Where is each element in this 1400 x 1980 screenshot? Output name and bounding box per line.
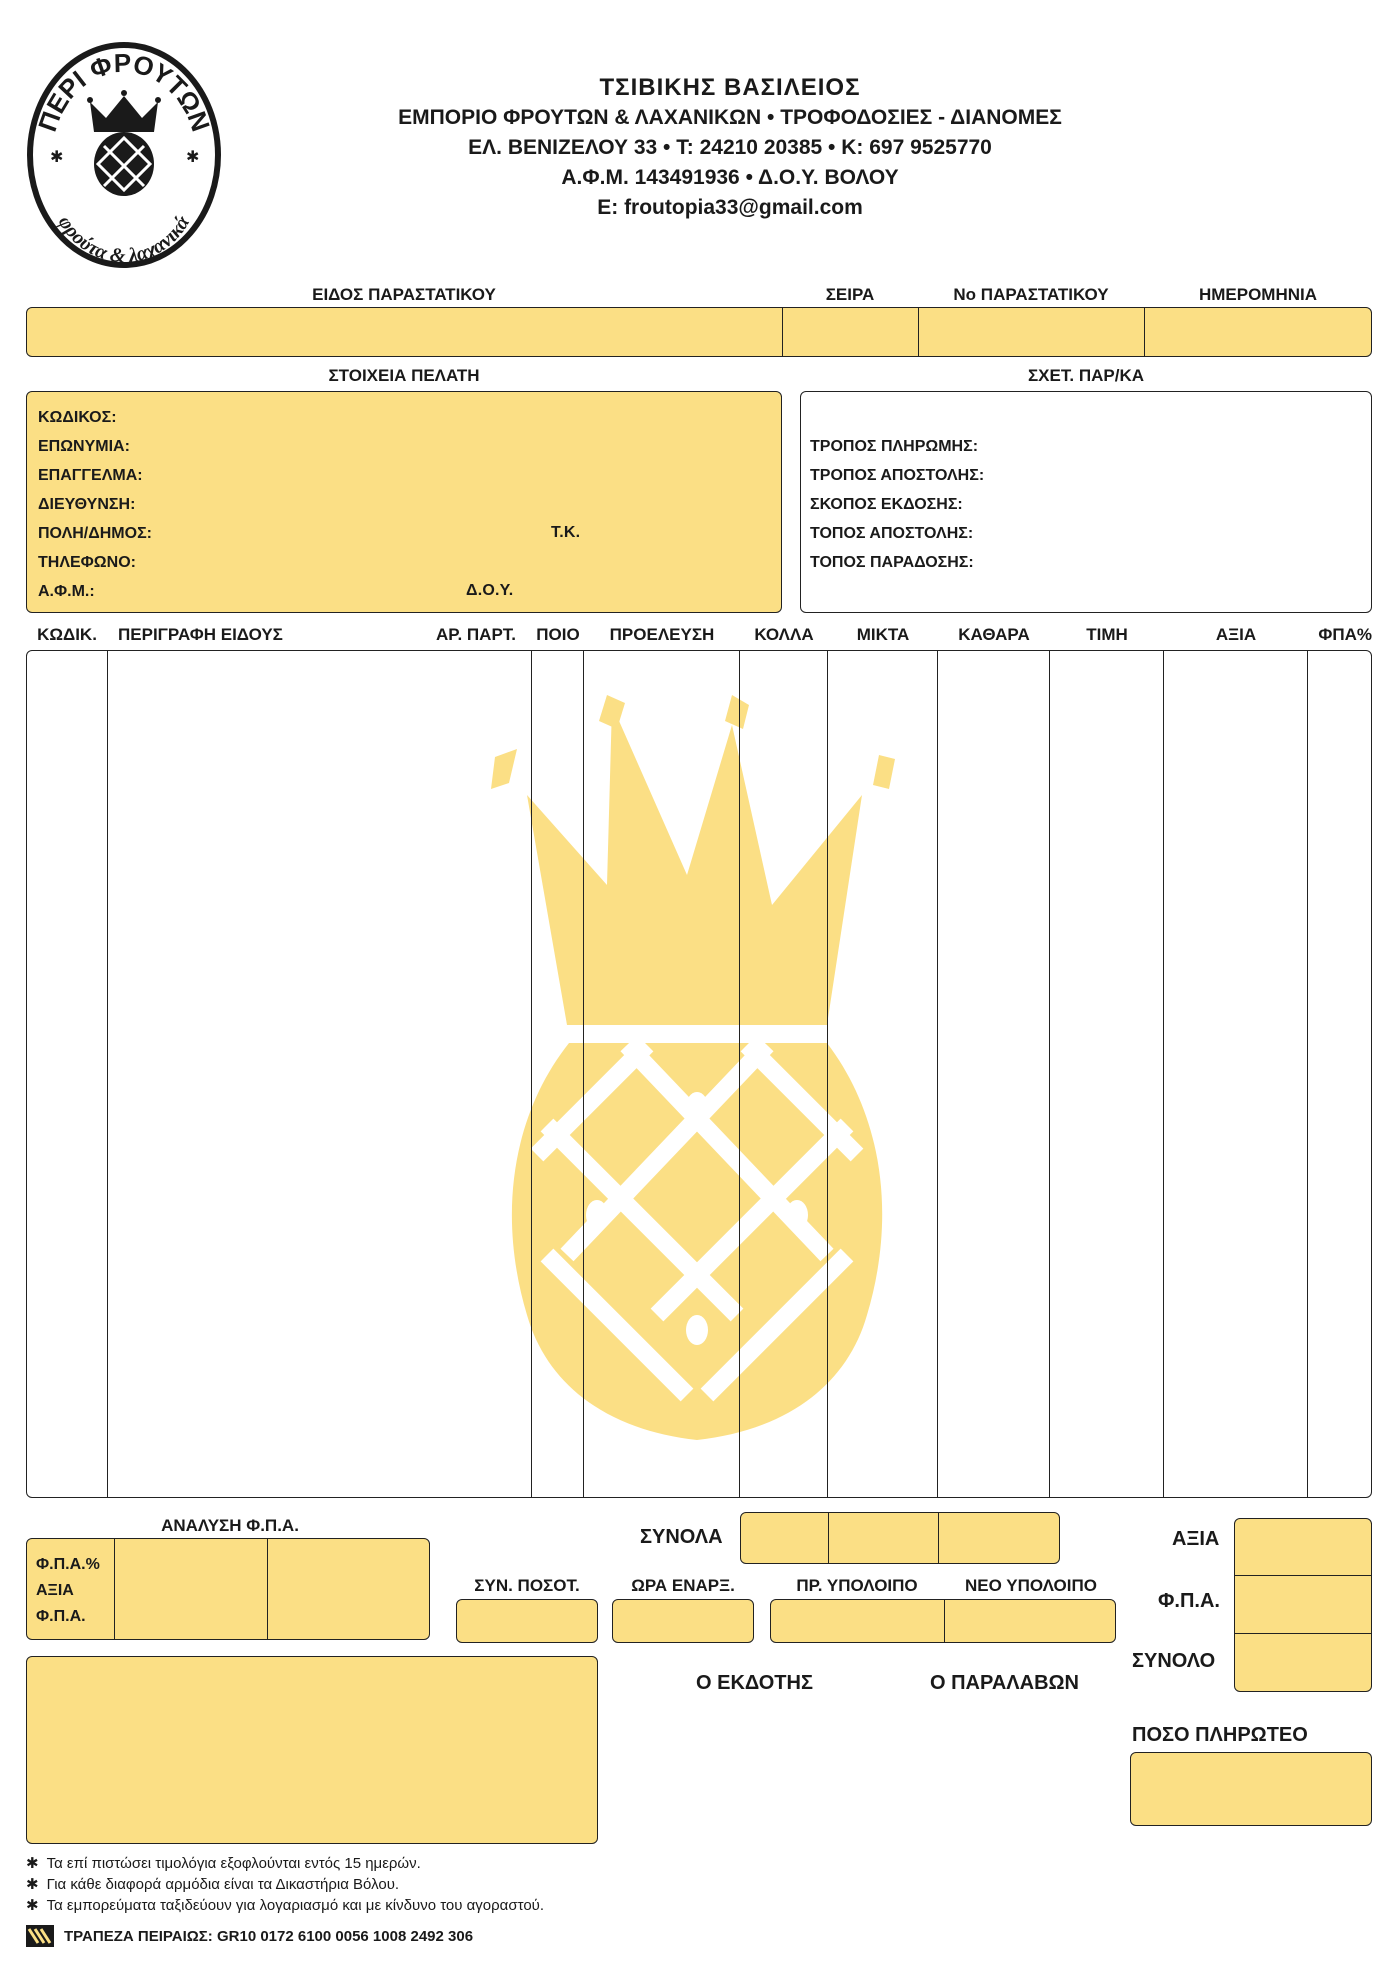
customer-title: ΣΤΟΙΧΕΙΑ ΠΕΛΑΤΗ bbox=[328, 366, 480, 385]
col-net: ΚΑΘΑΡΑ bbox=[958, 625, 1030, 644]
customer-tax-office-label: Δ.Ο.Υ. bbox=[466, 582, 514, 599]
shipping-method-label: ΤΡΟΠΟΣ ΑΠΟΣΤΟΛΗΣ: bbox=[810, 467, 985, 484]
related-title: ΣΧΕΤ. ΠΑΡ/ΚΑ bbox=[1027, 366, 1144, 385]
totals-box[interactable] bbox=[740, 1512, 1060, 1564]
customer-profession-label: ΕΠΑΓΓΕΛΜΑ: bbox=[38, 467, 143, 484]
vat-amount-label: Φ.Π.Α. bbox=[36, 1608, 86, 1625]
payable-field[interactable] bbox=[1130, 1752, 1372, 1826]
svg-text:✱: ✱ bbox=[186, 149, 200, 166]
grand-total-label: ΣΥΝΟΛΟ bbox=[1132, 1650, 1216, 1672]
customer-address-label: ΔΙΕΥΘΥΝΣΗ: bbox=[38, 496, 136, 513]
company-address: ΕΛ. ΒΕΝΙΖΕΛΟΥ 33 • Τ: 24210 20385 • Κ: 697 9525770 bbox=[468, 136, 992, 159]
col-description: ΠΕΡΙΓΡΑΦΗ ΕΙΔΟΥΣ bbox=[118, 625, 283, 644]
company-tax: Α.Φ.Μ. 143491936 • Δ.Ο.Υ. ΒΟΛΟΥ bbox=[561, 166, 899, 189]
col-value: ΑΞΙΑ bbox=[1215, 625, 1257, 644]
note-item: ✱ Τα εμπορεύματα ταξιδεύουν για λογαριασμό και με κίνδυνο του αγοραστού. bbox=[26, 1897, 545, 1914]
note-item: ✱ Τα επί πιστώσει τιμολόγια εξοφλούνται εντός 15 ημερών. bbox=[26, 1855, 421, 1872]
start-time-field[interactable] bbox=[612, 1599, 754, 1643]
vat-value-label: ΑΞΙΑ bbox=[36, 1582, 74, 1599]
customer-code-label: ΚΩΔΙΚΟΣ: bbox=[38, 409, 117, 426]
col-vat-rate: ΦΠΑ% bbox=[1318, 625, 1372, 644]
related-fields bbox=[810, 432, 984, 577]
customer-fields bbox=[38, 403, 152, 606]
crowned-pineapple-icon bbox=[24, 40, 224, 270]
customer-vat-label: Α.Φ.Μ.: bbox=[38, 583, 95, 600]
customer-name-label: ΕΠΩΝΥΜΙΑ: bbox=[38, 438, 130, 455]
payable-label: ΠΟΣΟ ΠΛΗΡΩΤΕΟ bbox=[1132, 1724, 1308, 1746]
value-total-label: ΑΞΙΑ bbox=[1172, 1528, 1220, 1550]
notes-list bbox=[26, 1853, 544, 1916]
svg-text:φρούτα & λαχανικά: φρούτα & λαχανικά bbox=[53, 212, 195, 268]
col-boxes: ΚΟΛΛΑ bbox=[754, 625, 814, 644]
total-qty-label: ΣΥΝ. ΠΟΣΟΤ. bbox=[474, 1576, 580, 1595]
right-totals-box[interactable] bbox=[1234, 1518, 1372, 1692]
new-balance-label: ΝΕΟ ΥΠΟΛΟΙΠΟ bbox=[965, 1576, 1097, 1595]
series-field[interactable] bbox=[784, 309, 916, 355]
start-time-label: ΩΡΑ ΕΝΑΡΞ. bbox=[631, 1576, 735, 1595]
items-table[interactable] bbox=[26, 650, 1372, 1498]
bank-info bbox=[26, 1924, 473, 1948]
company-logo bbox=[24, 40, 224, 270]
company-email: E: froutopia33@gmail.com bbox=[597, 196, 863, 219]
items-table-header bbox=[26, 625, 1372, 647]
pineapple-watermark-icon bbox=[487, 695, 907, 1455]
vat-analysis-labels bbox=[36, 1552, 100, 1630]
doc-type-field[interactable] bbox=[28, 309, 780, 355]
col-quality: ΠΟΙΟ bbox=[536, 625, 580, 644]
balance-fields[interactable] bbox=[770, 1599, 1116, 1643]
company-info bbox=[280, 72, 1180, 223]
prev-balance-label: ΠΡ. ΥΠΟΛΟΙΠΟ bbox=[796, 1576, 918, 1595]
payment-method-label: ΤΡΟΠΟΣ ΠΛΗΡΩΜΗΣ: bbox=[810, 438, 979, 455]
issuer-label: Ο ΕΚΔΟΤΗΣ bbox=[696, 1672, 813, 1694]
note-item: ✱ Για κάθε διαφορά αρμόδια είναι τα Δικαστήρια Βόλου. bbox=[26, 1876, 400, 1893]
customer-postal-label: Τ.Κ. bbox=[551, 524, 581, 541]
customer-phone-label: ΤΗΛΕΦΩΝΟ: bbox=[38, 554, 136, 571]
vat-rate-label: Φ.Π.Α.% bbox=[36, 1556, 100, 1573]
ship-place-label: ΤΟΠΟΣ ΑΠΟΣΤΟΛΗΣ: bbox=[810, 525, 974, 542]
totals-label: ΣΥΝΟΛΑ bbox=[640, 1526, 723, 1548]
vat-total-label: Φ.Π.Α. bbox=[1158, 1590, 1220, 1612]
customer-city-label: ΠΟΛΗ/ΔΗΜΟΣ: bbox=[38, 525, 152, 542]
vat-analysis-title: ΑΝΑΛΥΣΗ Φ.Π.Α. bbox=[161, 1516, 299, 1535]
delivery-place-label: ΤΟΠΟΣ ΠΑΡΑΔΟΣΗΣ: bbox=[810, 554, 974, 571]
bank-account: ΤΡΑΠΕΖΑ ΠΕΙΡΑΙΩΣ: GR10 0172 6100 0056 1008 2492 306 bbox=[64, 1927, 474, 1945]
piraeus-bank-icon bbox=[26, 1925, 54, 1947]
total-qty-field[interactable] bbox=[456, 1599, 598, 1643]
company-business: ΕΜΠΟΡΙΟ ΦΡΟΥΤΩΝ & ΛΑΧΑΝΙΚΩΝ • ΤΡΟΦΟΔΟΣΙΕΣ - ΔΙΑΝΟΜΕΣ bbox=[398, 106, 1062, 129]
svg-text:✱: ✱ bbox=[50, 149, 64, 166]
col-code: ΚΩΔΙΚ. bbox=[37, 625, 97, 644]
svg-text:ΠΕΡΙ ΦΡΟΥΤΩΝ: ΠΕΡΙ ΦΡΟΥΤΩΝ bbox=[31, 47, 217, 136]
doc-number-field[interactable] bbox=[920, 309, 1142, 355]
receiver-label: Ο ΠΑΡΑΛΑΒΩΝ bbox=[930, 1672, 1080, 1694]
comments-box[interactable] bbox=[26, 1656, 598, 1844]
doc-type-label: ΕΙΔΟΣ ΠΑΡΑΣΤΑΤΙΚΟΥ bbox=[312, 285, 496, 304]
series-label: ΣΕΙΡΑ bbox=[825, 285, 875, 304]
company-name: ΤΣΙΒΙΚΗΣ ΒΑΣΙΛΕΙΟΣ bbox=[599, 74, 861, 101]
date-field[interactable] bbox=[1146, 309, 1370, 355]
date-label: ΗΜΕΡΟΜΗΝΙΑ bbox=[1198, 285, 1318, 304]
doc-number-label: Νο ΠΑΡΑΣΤΑΤΙΚΟΥ bbox=[953, 285, 1109, 304]
issue-purpose-label: ΣΚΟΠΟΣ ΕΚΔΟΣΗΣ: bbox=[810, 496, 963, 513]
col-price: ΤΙΜΗ bbox=[1086, 625, 1128, 644]
col-gross: ΜΙΚΤΑ bbox=[856, 625, 910, 644]
col-lot-number: ΑΡ. ΠΑΡΤ. bbox=[436, 625, 517, 644]
col-origin: ΠΡΟΕΛΕΥΣΗ bbox=[609, 625, 715, 644]
